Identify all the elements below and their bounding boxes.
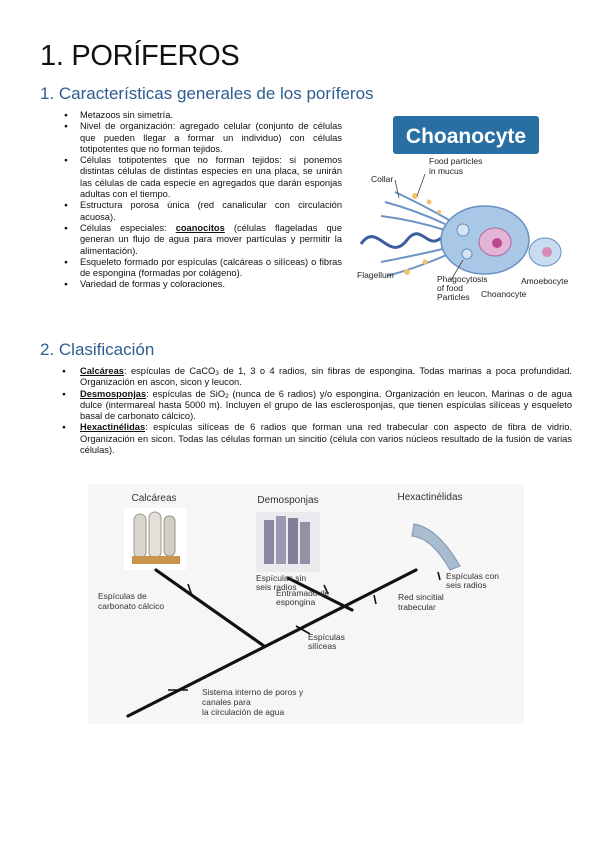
section-heading-classification: 2. Clasificación xyxy=(40,340,155,359)
label-entramado-2: espongina xyxy=(276,597,316,607)
label-phagocytosis-1: Phagocytosis xyxy=(437,274,488,284)
list-item: ● Metazoos sin simetría. xyxy=(64,110,342,121)
label-red-sincitial-2: trabecular xyxy=(398,602,436,612)
label-sistema-3: la circulación de agua xyxy=(202,707,285,717)
list-item xyxy=(62,366,572,389)
label-espiculas-con-2: seis radios xyxy=(446,580,487,590)
list-item: ● Estructura porosa única (red canalicular con circulación acuosa). xyxy=(64,200,342,223)
group-name: Calcáreas xyxy=(80,366,124,376)
group-label-hexactinelidas: Hexactinélidas xyxy=(397,492,463,503)
classification-list xyxy=(62,366,572,456)
calcareas-photo xyxy=(124,508,186,570)
section-heading-characteristics: 1. Características generales de los poríferos xyxy=(40,84,374,103)
label-collar: Collar xyxy=(371,174,394,184)
item-text: : espículas silíceas de 6 radios que forman una red trabecular con aspecto de fibra de vidrio. Organización en sicon. Todas las células forman un sincitio (célula con varios núcleos resultado de la fusión de varias células). xyxy=(80,422,572,456)
label-in-mucus: in mucus xyxy=(429,166,464,176)
label-entramado-1: Entramado de xyxy=(276,588,330,598)
label-sistema-2: canales para xyxy=(202,697,251,707)
item-prefix: Células especiales: xyxy=(80,222,176,233)
item-text: (nunca de 6 radios) y/o espongina. Organización en leucon. Marinas o de agua dulce (intermareal hasta 5000 m). Incluyen el grupo de las esclerosponjas, que tienen espículas silíceas y esqueleto basal de carbonato cálcico). xyxy=(80,388,572,422)
label-espiculas-sin-1: Espículas sin xyxy=(256,573,307,583)
subscript: 3 xyxy=(215,370,219,377)
label-espiculas-sin-2: seis radios xyxy=(256,582,297,592)
demosponjas-photo xyxy=(256,512,320,572)
list-item: ● Esqueleto formado por espículas (calcáreas o silíceas) o fibras de espongina (formadas por colágeno). xyxy=(64,257,342,280)
characteristics-list xyxy=(64,110,342,291)
group-label-demosponjas: Demosponjas xyxy=(257,495,319,506)
subscript: 2 xyxy=(225,392,229,400)
item-text: : espículas de SiO xyxy=(146,388,226,399)
list-item: ● Nivel de organización: agregado celular (conjunto de células que pueden llegar a formar un individuo) con células totipotentes que no forman tejidos. xyxy=(64,121,342,155)
list-item: ● Variedad de formas y coloraciones. xyxy=(64,279,342,290)
flagellum-shape xyxy=(361,234,441,248)
label-espiculas-carbonato-1: Espículas de xyxy=(98,591,147,601)
group-label-calcareas: Calcáreas xyxy=(131,493,177,504)
label-choanocyte: Choanocyte xyxy=(481,289,527,299)
label-phagocytosis-3: Particles xyxy=(437,292,470,302)
label-flagellum: Flagellum xyxy=(357,270,394,280)
label-espiculas-siliceas-2: silíceas xyxy=(308,641,337,651)
label-espiculas-con-1: Espículas con xyxy=(446,571,499,581)
label-sistema-1: Sistema interno de poros y xyxy=(202,687,304,697)
page-title: 1. PORÍFEROS xyxy=(40,40,240,72)
list-item xyxy=(62,422,572,456)
item-rest: (células flageladas que generan un flujo de agua para mover partículas y permitir la alimentación). xyxy=(80,222,342,256)
item-text: : espículas de CaCO xyxy=(123,366,216,376)
phylogenetic-tree xyxy=(88,484,524,724)
choanocyte-figure xyxy=(355,112,573,312)
label-phagocytosis-2: of food xyxy=(437,283,463,293)
choanocyte-title: Choanocyte xyxy=(405,125,527,148)
item-term: coanocitos xyxy=(175,222,225,233)
hexactinelidas-photo xyxy=(406,510,468,570)
item-text: de 1, 3 o 4 radios, sin fibras de espongina. Todas marinas a poca profundidad. Organización en ascon, sicon y leucon. xyxy=(80,366,572,388)
label-espiculas-siliceas-1: Espículas xyxy=(308,632,345,642)
label-food-particles: Food particles xyxy=(429,156,483,166)
list-item xyxy=(64,223,342,257)
label-espiculas-carbonato-2: carbonato cálcico xyxy=(98,601,165,611)
list-item: ● Células totipotentes que no forman tejidos: si ponemos distintas células de distintas especies en una placa, se unirán las células de cada especie en agregados que darán esponjas adultas con el tiempo. xyxy=(64,155,342,200)
list-item xyxy=(62,389,572,423)
label-red-sincitial-1: Red sincitial xyxy=(398,592,444,602)
group-name: Hexactinélidas xyxy=(80,422,146,433)
label-amoebocyte: Amoebocyte xyxy=(521,276,569,286)
group-name: Desmosponjas xyxy=(80,388,147,399)
